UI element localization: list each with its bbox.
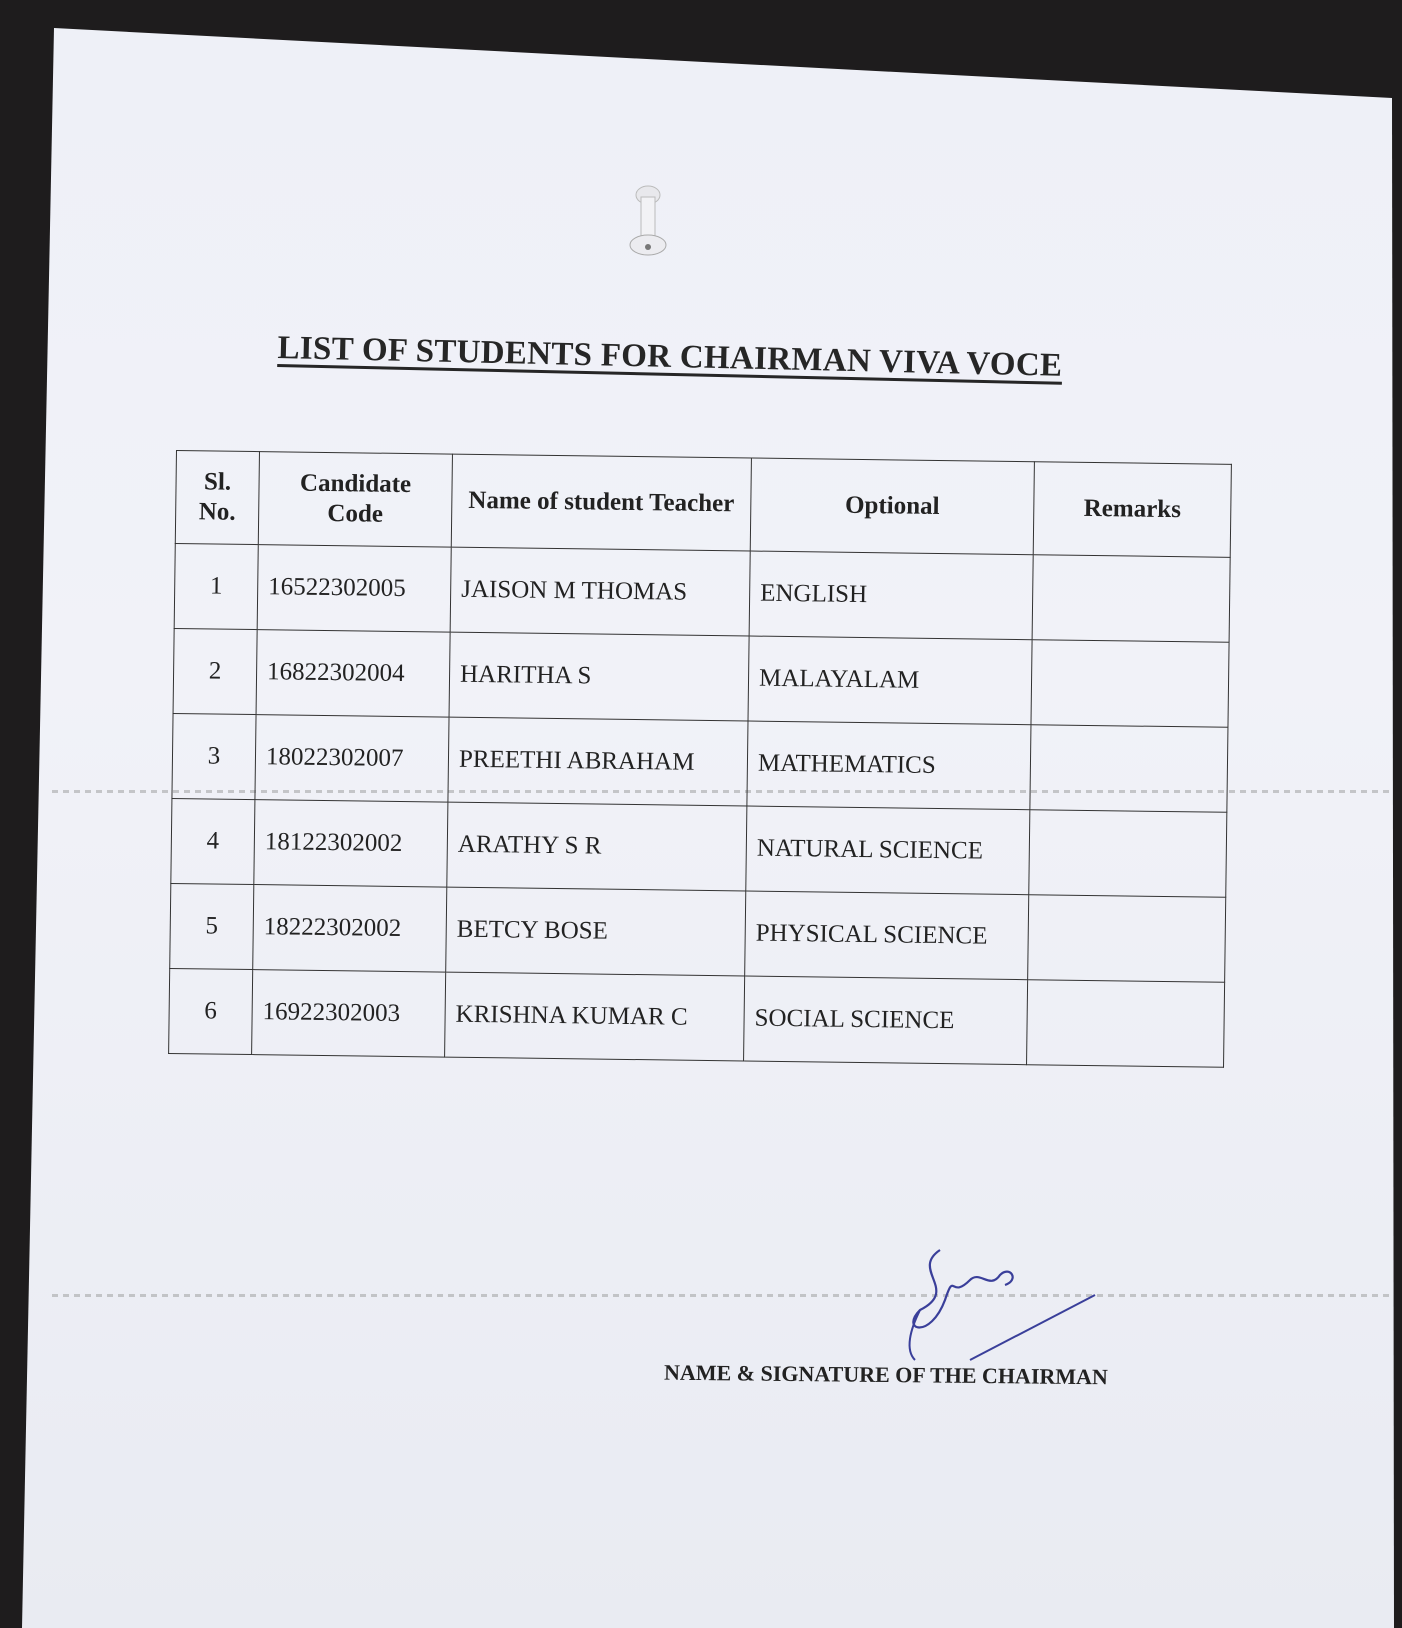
cell-candidate-code: 16922302003 [252, 970, 446, 1058]
signature-label: NAME & SIGNATURE OF THE CHAIRMAN [663, 1359, 1109, 1390]
table-row [174, 543, 1230, 642]
table-row [173, 628, 1229, 727]
cell-candidate-code: 16822302004 [256, 630, 450, 718]
cell-optional: ENGLISH [749, 551, 1033, 640]
fold-crease [52, 1294, 1402, 1297]
header-sl-no: Sl. No. [175, 451, 259, 545]
cell-candidate-code: 16522302005 [257, 545, 451, 633]
table-row [170, 883, 1226, 982]
header-candidate-code: Candidate Code [258, 452, 452, 548]
header-name: Name of student Teacher [451, 454, 751, 551]
cell-optional: MALAYALAM [748, 636, 1032, 725]
cell-candidate-code: 18222302002 [253, 885, 447, 973]
cell-student-name: KRISHNA KUMAR C [445, 972, 745, 1061]
cell-optional: PHYSICAL SCIENCE [745, 891, 1029, 980]
cell-student-name: JAISON M THOMAS [450, 547, 750, 636]
cell-student-name: PREETHI ABRAHAM [448, 717, 748, 806]
cell-remarks [1032, 555, 1230, 643]
cell-candidate-code: 18122302002 [254, 800, 448, 888]
cell-sl-no: 5 [170, 883, 254, 969]
cell-optional: NATURAL SCIENCE [746, 806, 1030, 895]
cell-remarks [1027, 980, 1225, 1068]
table-row [172, 713, 1228, 812]
cell-optional: MATHEMATICS [747, 721, 1031, 810]
students-table [168, 450, 1232, 1068]
cell-student-name: HARITHA S [449, 632, 749, 721]
table-row [171, 798, 1227, 897]
cell-sl-no: 3 [172, 713, 256, 799]
cell-candidate-code: 18022302007 [255, 715, 449, 803]
cell-remarks [1028, 895, 1226, 983]
cell-remarks [1031, 640, 1229, 728]
cell-remarks [1029, 810, 1227, 898]
cell-student-name: BETCY BOSE [446, 887, 746, 976]
page-title: LIST OF STUDENTS FOR CHAIRMAN VIVA VOCE [277, 330, 1063, 384]
push-pin-icon [628, 185, 668, 270]
cell-remarks [1030, 725, 1228, 813]
header-remarks: Remarks [1033, 462, 1231, 558]
cell-sl-no: 4 [171, 798, 255, 884]
header-optional: Optional [750, 458, 1034, 555]
cell-sl-no: 2 [173, 628, 257, 714]
table-header-row [175, 451, 1231, 558]
cell-optional: SOCIAL SCIENCE [744, 976, 1028, 1065]
cell-sl-no: 6 [169, 968, 253, 1054]
chairman-signature [900, 1240, 1100, 1370]
cell-sl-no: 1 [174, 543, 258, 629]
table-row [169, 968, 1225, 1067]
cell-student-name: ARATHY S R [447, 802, 747, 891]
